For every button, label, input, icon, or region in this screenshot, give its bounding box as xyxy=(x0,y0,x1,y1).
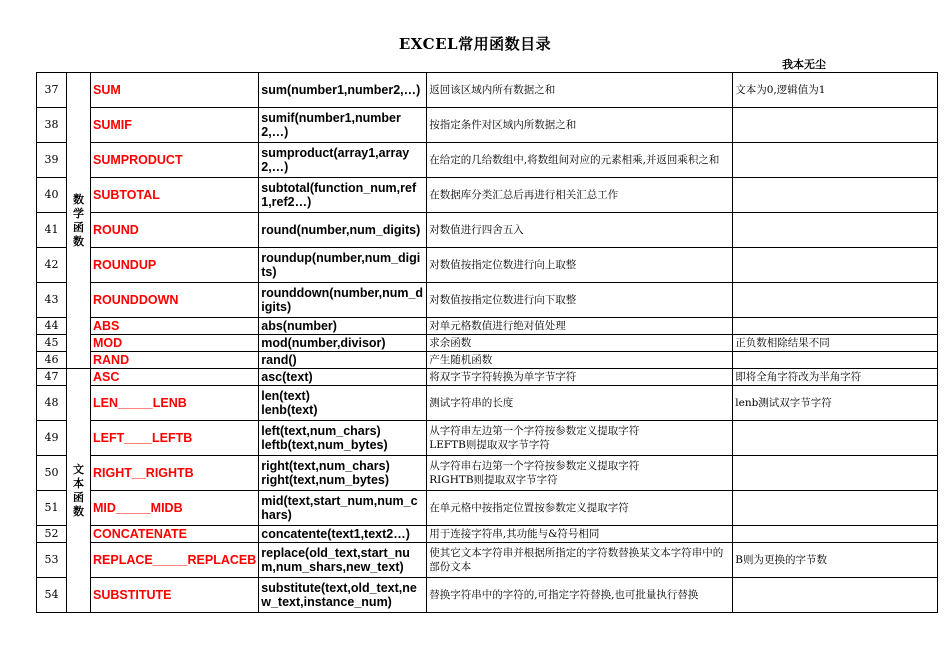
row-number: 41 xyxy=(37,213,67,248)
row-number: 47 xyxy=(37,369,67,386)
row-number: 44 xyxy=(37,318,67,335)
syntax-line: right(text,num_bytes) xyxy=(261,473,390,487)
function-syntax xyxy=(259,386,427,421)
function-description xyxy=(427,491,733,526)
syntax-line: abs(number) xyxy=(261,319,337,333)
function-table xyxy=(36,72,938,613)
function-description xyxy=(427,248,733,283)
syntax-line: roundup(number,num_digits) xyxy=(261,251,421,279)
function-note xyxy=(733,491,938,526)
category-char: 数 xyxy=(73,504,84,518)
description-line: 将双字节字符转换为单字节字符 xyxy=(429,371,577,383)
description-line: 对数值进行四舍五入 xyxy=(429,224,524,236)
function-syntax xyxy=(259,178,427,213)
row-number: 54 xyxy=(37,578,67,613)
function-note xyxy=(733,526,938,543)
table-row xyxy=(37,178,938,213)
row-number: 43 xyxy=(37,283,67,318)
syntax-line: right(text,num_chars) xyxy=(261,459,390,473)
table-row xyxy=(37,335,938,352)
table-row xyxy=(37,108,938,143)
function-description xyxy=(427,526,733,543)
category-math-functions xyxy=(67,73,91,369)
function-description xyxy=(427,335,733,352)
function-syntax xyxy=(259,335,427,352)
syntax-line: rounddown(number,num_digits) xyxy=(261,286,424,314)
function-syntax xyxy=(259,578,427,613)
description-line: 替换字符串中的字符的,可指定字符替换,也可批量执行替换 xyxy=(429,589,699,601)
function-description xyxy=(427,421,733,456)
function-note: lenb测试双字节字符 xyxy=(733,386,938,421)
syntax-line: substitute(text,old_text,new_text,instance_num) xyxy=(261,581,417,609)
function-syntax xyxy=(259,318,427,335)
function-name: CONCATENATE xyxy=(91,526,259,543)
function-note: 即将全角字符改为半角字符 xyxy=(733,369,938,386)
function-syntax xyxy=(259,143,427,178)
row-number: 39 xyxy=(37,143,67,178)
description-line: 从字符串左边第一个字符按参数定义提取字符 xyxy=(429,425,640,437)
syntax-line: rand() xyxy=(261,353,297,367)
row-number: 51 xyxy=(37,491,67,526)
description-line: 按指定条件对区域内所数据之和 xyxy=(429,119,577,131)
function-description xyxy=(427,318,733,335)
function-note xyxy=(733,178,938,213)
row-number: 37 xyxy=(37,73,67,108)
function-description xyxy=(427,352,733,369)
table-row xyxy=(37,578,938,613)
syntax-line: mod(number,divisor) xyxy=(261,336,386,350)
table-row xyxy=(37,491,938,526)
description-line: 对数值按指定位数进行向下取整 xyxy=(429,294,577,306)
function-name: RIGHT__RIGHTB xyxy=(91,456,259,491)
table-row xyxy=(37,421,938,456)
row-number: 45 xyxy=(37,335,67,352)
row-number: 50 xyxy=(37,456,67,491)
row-number: 49 xyxy=(37,421,67,456)
function-syntax xyxy=(259,283,427,318)
function-name: MOD xyxy=(91,335,259,352)
description-line: 测试字符串的长度 xyxy=(429,397,514,409)
category-char: 学 xyxy=(73,206,84,220)
table-row xyxy=(37,369,938,386)
function-name: ROUNDDOWN xyxy=(91,283,259,318)
category-text-functions xyxy=(67,369,91,613)
function-description xyxy=(427,283,733,318)
syntax-line: concatente(text1,text2…) xyxy=(261,527,410,541)
function-syntax xyxy=(259,108,427,143)
function-syntax xyxy=(259,352,427,369)
function-description xyxy=(427,143,733,178)
function-note xyxy=(733,213,938,248)
syntax-line: sumif(number1,number2,…) xyxy=(261,111,401,139)
syntax-line: round(number,num_digits) xyxy=(261,223,421,237)
function-note xyxy=(733,248,938,283)
table-row xyxy=(37,213,938,248)
description-line: 求余函数 xyxy=(429,337,472,349)
table-row xyxy=(37,456,938,491)
function-name: ROUND xyxy=(91,213,259,248)
function-note xyxy=(733,421,938,456)
function-description xyxy=(427,578,733,613)
function-note xyxy=(733,108,938,143)
row-number: 42 xyxy=(37,248,67,283)
function-name: LEFT____LEFTB xyxy=(91,421,259,456)
function-note: 正负数相除结果不同 xyxy=(733,335,938,352)
row-number: 46 xyxy=(37,352,67,369)
function-note: 文本为0,逻辑值为1 xyxy=(733,73,938,108)
description-line: LEFTB则提取双字节字符 xyxy=(429,439,550,451)
function-name: RAND xyxy=(91,352,259,369)
category-char: 文 xyxy=(73,462,84,476)
syntax-line: lenb(text) xyxy=(261,403,318,417)
function-name: REPLACE_____REPLACEB xyxy=(91,543,259,578)
syntax-line: leftb(text,num_bytes) xyxy=(261,438,388,452)
table-row xyxy=(37,543,938,578)
description-line: 返回该区域内所有数据之和 xyxy=(429,84,556,96)
function-syntax xyxy=(259,421,427,456)
description-line: 在给定的几给数组中,将数组间对应的元素相乘,并返回乘积之和 xyxy=(429,154,720,166)
function-note xyxy=(733,456,938,491)
function-syntax xyxy=(259,526,427,543)
function-name: SUMIF xyxy=(91,108,259,143)
function-note xyxy=(733,143,938,178)
category-char: 数 xyxy=(73,234,84,248)
table-row xyxy=(37,73,938,108)
page-title: EXCEL常用函数目录 xyxy=(398,35,552,53)
function-note xyxy=(733,352,938,369)
category-char: 数 xyxy=(73,192,84,206)
author-name: 我本无尘 xyxy=(782,58,826,71)
function-syntax xyxy=(259,248,427,283)
function-description xyxy=(427,386,733,421)
function-description xyxy=(427,456,733,491)
syntax-line: left(text,num_chars) xyxy=(261,424,381,438)
syntax-line: sumproduct(array1,array2,…) xyxy=(261,146,410,174)
description-line: 用于连接字符串,其功能与&符号相同 xyxy=(429,528,600,540)
function-syntax xyxy=(259,456,427,491)
row-number: 48 xyxy=(37,386,67,421)
function-description xyxy=(427,108,733,143)
category-char: 本 xyxy=(73,476,84,490)
table-row xyxy=(37,318,938,335)
row-number: 53 xyxy=(37,543,67,578)
table-row xyxy=(37,248,938,283)
syntax-line: mid(text,start_num,num_chars) xyxy=(261,494,418,522)
function-note: B则为更换的字节数 xyxy=(733,543,938,578)
function-description xyxy=(427,178,733,213)
table-row xyxy=(37,526,938,543)
function-name: MID_____MIDB xyxy=(91,491,259,526)
table-row xyxy=(37,283,938,318)
function-description xyxy=(427,369,733,386)
syntax-line: replace(old_text,start_num,num_shars,new_text) xyxy=(261,546,410,574)
syntax-line: asc(text) xyxy=(261,370,313,384)
category-char: 函 xyxy=(73,490,84,504)
function-syntax xyxy=(259,369,427,386)
table-row xyxy=(37,143,938,178)
syntax-line: sum(number1,number2,…) xyxy=(261,83,421,97)
function-syntax xyxy=(259,491,427,526)
row-number: 52 xyxy=(37,526,67,543)
function-name: SUM xyxy=(91,73,259,108)
row-number: 38 xyxy=(37,108,67,143)
description-line: 对单元格数值进行绝对值处理 xyxy=(429,320,566,332)
function-syntax xyxy=(259,213,427,248)
description-line: 产生随机函数 xyxy=(429,354,493,366)
function-description xyxy=(427,213,733,248)
description-line: 对数值按指定位数进行向上取整 xyxy=(429,259,577,271)
function-name: ASC xyxy=(91,369,259,386)
category-char: 函 xyxy=(73,220,84,234)
function-name: ROUNDUP xyxy=(91,248,259,283)
function-name: LEN_____LENB xyxy=(91,386,259,421)
function-note xyxy=(733,578,938,613)
row-number: 40 xyxy=(37,178,67,213)
description-line: 在数据库分类汇总后再进行相关汇总工作 xyxy=(429,189,619,201)
function-name: SUMPRODUCT xyxy=(91,143,259,178)
table-row xyxy=(37,352,938,369)
syntax-line: len(text) xyxy=(261,389,310,403)
description-line: 使其它文本字符串并根据所指定的字符数替换某文本字符串中的部份文本 xyxy=(429,547,724,573)
function-syntax xyxy=(259,73,427,108)
description-line: 从字符串右边第一个字符按参数定义提取字符 xyxy=(429,460,640,472)
function-name: SUBTOTAL xyxy=(91,178,259,213)
function-note xyxy=(733,283,938,318)
function-description xyxy=(427,543,733,578)
syntax-line: subtotal(function_num,ref1,ref2…) xyxy=(261,181,417,209)
function-syntax xyxy=(259,543,427,578)
description-line: RIGHTB则提取双字节字符 xyxy=(429,474,558,486)
table-row xyxy=(37,386,938,421)
function-note xyxy=(733,318,938,335)
function-name: ABS xyxy=(91,318,259,335)
function-name: SUBSTITUTE xyxy=(91,578,259,613)
function-description xyxy=(427,73,733,108)
description-line: 在单元格中按指定位置按参数定义提取字符 xyxy=(429,502,629,514)
